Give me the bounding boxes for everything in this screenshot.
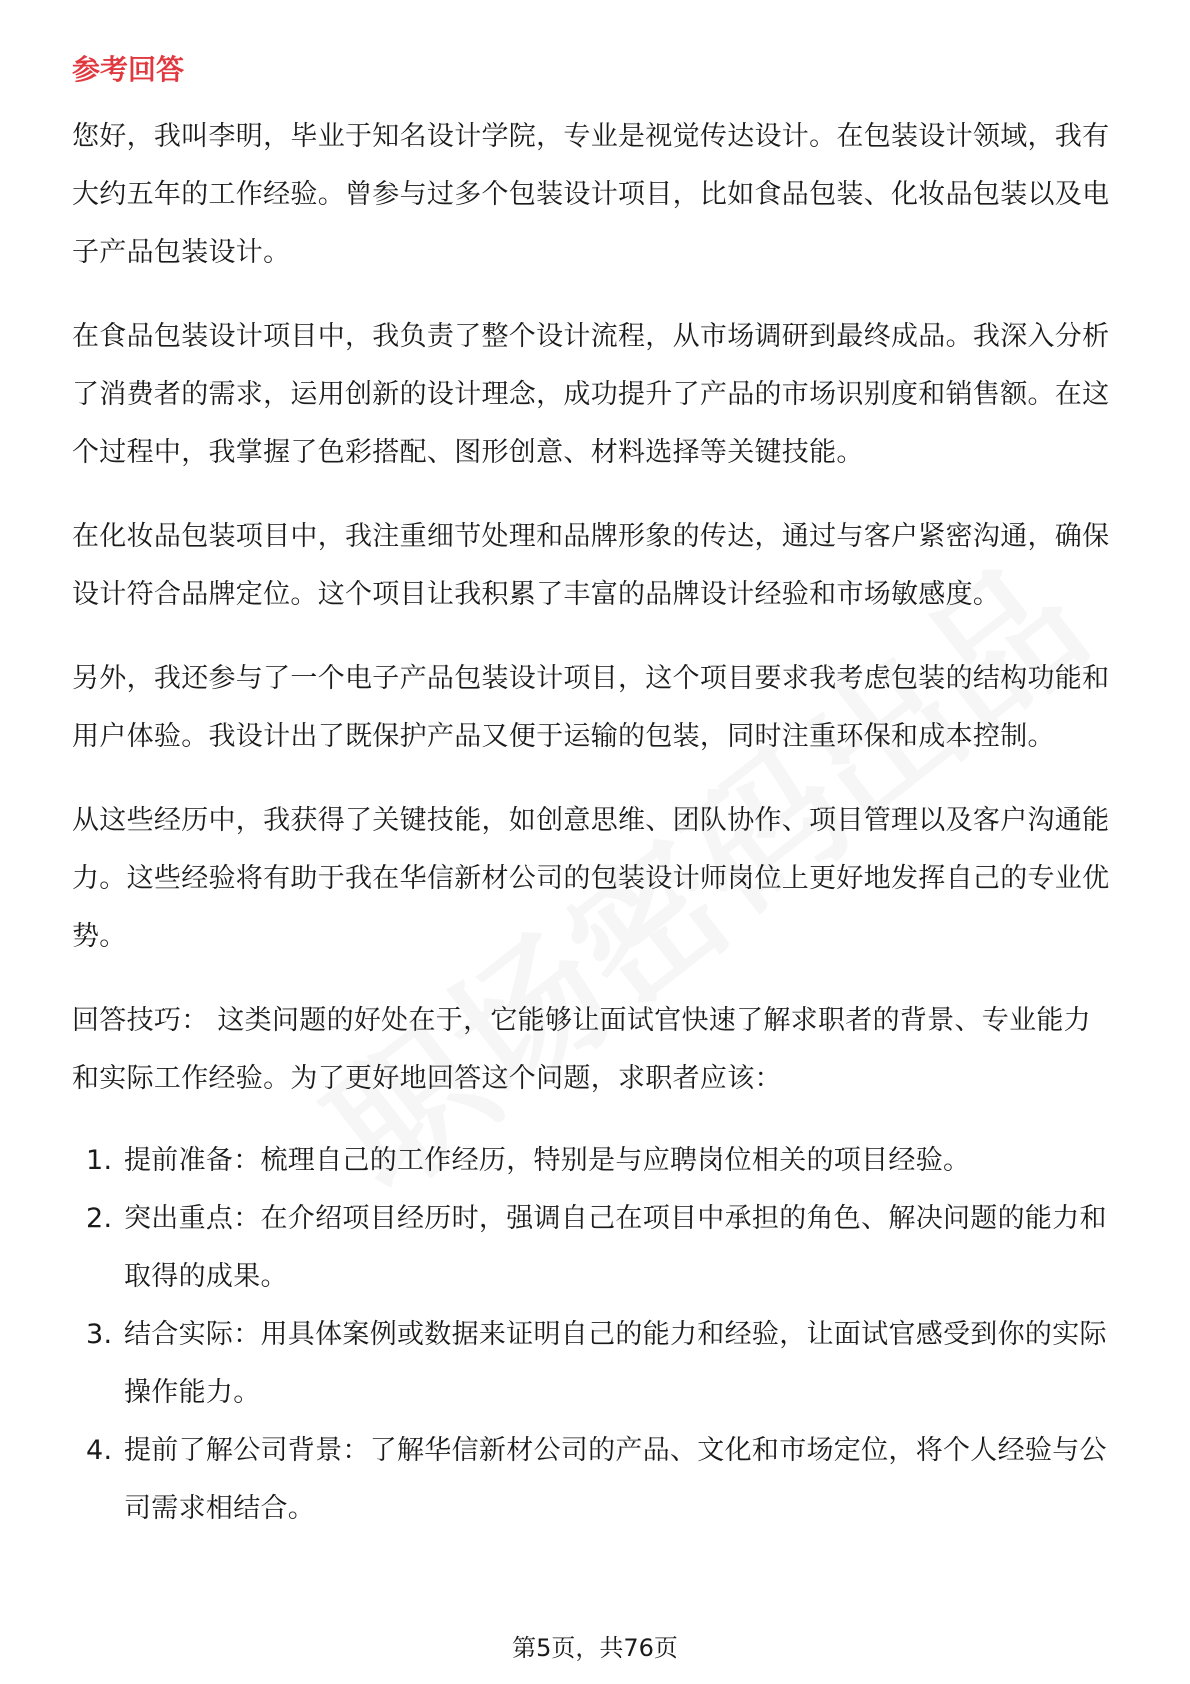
list-number: 1. bbox=[86, 1145, 113, 1176]
section-title: 参考回答 bbox=[72, 53, 185, 86]
list-number: 4. bbox=[86, 1435, 113, 1466]
paragraph-skills-summary: 从这些经历中，我获得了关键技能，如创意思维、团队协作、项目管理以及客户沟通能力。这些经验将有助于我在华信新材公司的包装设计师岗位上更好地发挥自己的专业优势。 bbox=[72, 805, 1110, 952]
list-item bbox=[72, 1190, 1118, 1306]
page-footer: 第5页，共76页 bbox=[512, 1634, 678, 1662]
paragraph-food-packaging: 在食品包装设计项目中，我负责了整个设计流程，从市场调研到最终成品。我深入分析了消费者的需求，运用创新的设计理念，成功提升了产品的市场识别度和销售额。在这个过程中，我掌握了色彩搭配、图形创意、材料选择等关键技能。 bbox=[72, 321, 1110, 468]
list-number: 3. bbox=[86, 1319, 113, 1350]
paragraph-intro: 您好，我叫李明，毕业于知名设计学院，专业是视觉传达设计。在包装设计领域，我有大约五年的工作经验。曾参与过多个包装设计项目，比如食品包装、化妆品包装以及电子产品包装设计。 bbox=[72, 121, 1110, 268]
list-number: 2. bbox=[86, 1203, 113, 1234]
paragraph-electronics-packaging: 另外，我还参与了一个电子产品包装设计项目，这个项目要求我考虑包装的结构功能和用户体验。我设计出了既保护产品又便于运输的包装，同时注重环保和成本控制。 bbox=[72, 663, 1110, 752]
list-item-text: 突出重点：在介绍项目经历时，强调自己在项目中承担的角色、解决问题的能力和取得的成果。 bbox=[124, 1203, 1107, 1292]
paragraph-cosmetics-packaging: 在化妆品包装项目中，我注重细节处理和品牌形象的传达，通过与客户紧密沟通，确保设计符合品牌定位。这个项目让我积累了丰富的品牌设计经验和市场敏感度。 bbox=[72, 521, 1110, 610]
list-item-text: 提前准备：梳理自己的工作经历，特别是与应聘岗位相关的项目经验。 bbox=[124, 1145, 971, 1176]
list-item-text: 结合实际：用具体案例或数据来证明自己的能力和经验，让面试官感受到你的实际操作能力。 bbox=[124, 1319, 1107, 1408]
list-item bbox=[72, 1306, 1118, 1422]
list-item bbox=[72, 1422, 1118, 1538]
list-item-text: 提前了解公司背景：了解华信新材公司的产品、文化和市场定位，将个人经验与公司需求相结合。 bbox=[124, 1435, 1107, 1524]
tips-list bbox=[72, 1132, 1118, 1538]
tips-intro: 回答技巧： 这类问题的好处在于，它能够让面试官快速了解求职者的背景、专业能力和实际工作经验。为了更好地回答这个问题，求职者应该： bbox=[72, 1005, 1091, 1094]
document-body bbox=[72, 50, 1118, 1538]
list-item bbox=[72, 1132, 1118, 1190]
